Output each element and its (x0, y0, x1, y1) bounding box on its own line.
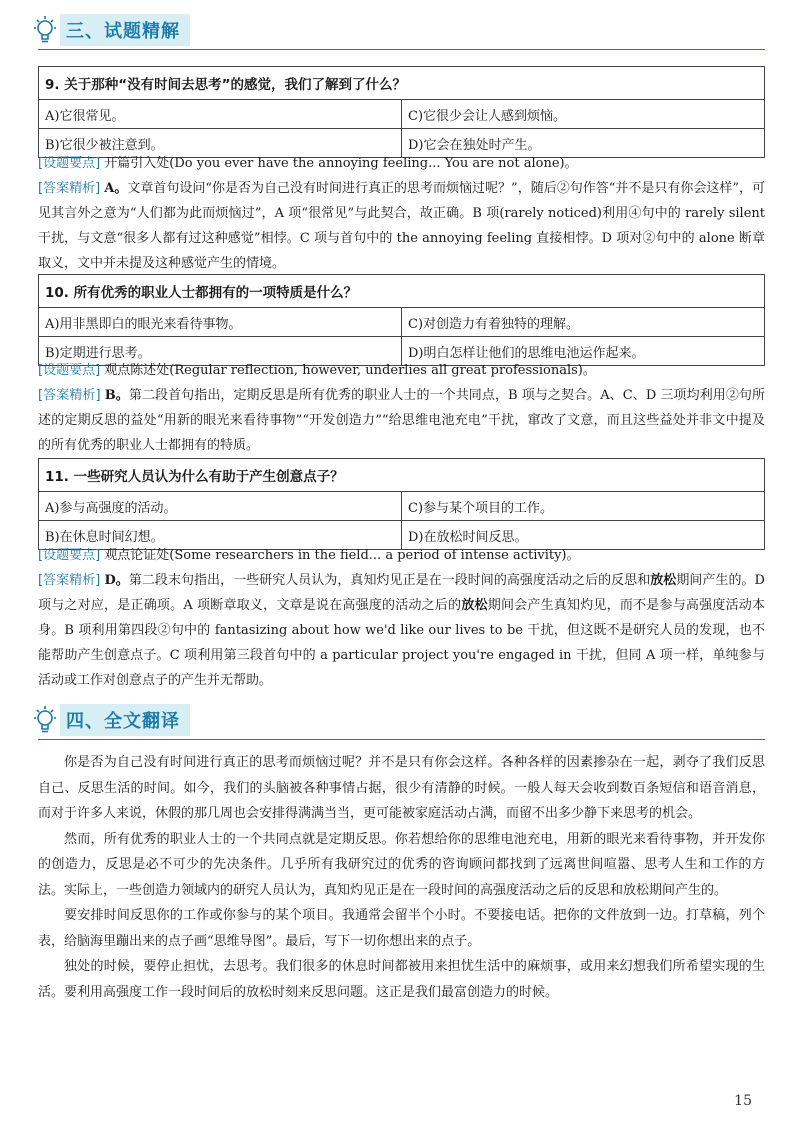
design-point-text: 开篇引入处(Do you ever have the annoying feeling... You are not alone)。 (104, 156, 578, 171)
question-stem: 10. 所有优秀的职业人士都拥有的一项特质是什么？ (39, 275, 765, 308)
section-title: 三、试题精解 (60, 14, 190, 46)
analysis-text-mid: 期间产生的。D 项与之对应，是正确项。A 项断章取义，文章是说在高强度的活动之后的 (38, 573, 765, 613)
question-table-11 (38, 458, 765, 550)
question-table-9 (38, 66, 765, 158)
question-stem: 11. 一些研究人员认为什么有助于产生创意点子？ (39, 459, 765, 492)
design-point-tag: [设题要点] (38, 363, 101, 378)
design-point (38, 151, 765, 176)
analysis-text: 第二段首句指出，定期反思是所有优秀的职业人士的一个共同点，B 项与之契合。A、C、D 三项均利用②句所述的定期反思的益处“用新的眼光来看待事物”“开发创造力”“给思维电池充电”干扰，窜改了文意，而且这些益处并非文中提及的所有优秀的职业人士都拥有的特质。 (38, 388, 765, 453)
analysis-tag: [答案精析] (38, 388, 101, 403)
analysis-tag: [答案精析] (38, 573, 101, 588)
answer-analysis (38, 568, 765, 693)
translation-paragraph: 独处的时候，要停止担忧，去思考。我们很多的休息时间都被用来担忧生活中的麻烦事，或用来幻想我们所希望实现的生活。要利用高强度工作一段时间后的放松时刻来反思问题。这正是我们最富创造力的时候。 (38, 959, 765, 1000)
design-point-tag: [设题要点] (38, 156, 101, 171)
emphasis-word: 放松 (461, 598, 488, 613)
question-table-10 (38, 274, 765, 366)
lightbulb-icon (30, 14, 60, 46)
answer-letter: A。 (104, 181, 128, 196)
option-a: A)它很常见。 (39, 100, 402, 129)
q11-explanation (38, 543, 765, 693)
analysis-text-post: 期间会产生真知灼见，而不是参与高强度活动本身。B 项利用第四段②句中的 fantasizing about how we'd like our lives to be 干扰，但这既不是研究人员的发现，也不能帮助产生创意点子。C 项利用第三段首句中的 a particular project you're engaged in 干扰，但同 A 项一样，单纯参与活动或工作对创意点子的产生并无帮助。 (38, 598, 765, 688)
section-divider (38, 49, 765, 50)
lightbulb-icon (30, 704, 60, 736)
analysis-text-pre: 第二段末句指出，一些研究人员认为，真知灼见正是在一段时间的高强度活动之后的反思和 (128, 573, 651, 588)
analysis-tag: [答案精析] (38, 181, 101, 196)
option-a: A)参与高强度的活动。 (39, 492, 402, 521)
option-c: C)参与某个项目的工作。 (402, 492, 765, 521)
option-b: B)在休息时间幻想。 (39, 521, 402, 550)
design-point-text: 观点论证处(Some researchers in the field... a period of intense activity)。 (104, 548, 580, 563)
answer-letter: B。 (104, 388, 129, 403)
section-divider (38, 739, 765, 740)
design-point (38, 358, 765, 383)
translation-paragraph: 然而，所有优秀的职业人士的一个共同点就是定期反思。你若想给你的思维电池充电，用新的眼光来看待事物，并开发你的创造力，反思是必不可少的先决条件。几乎所有我研究过的优秀的咨询顾问都找到了远离世间喧嚣、思考人生和工作的方法。实际上，一些创造力领域内的研究人员认为，真知灼见正是在一段时间的高强度活动之后的反思和放松期间产生的。 (38, 831, 765, 898)
design-point-text: 观点陈述处(Regular reflection, however, underlies all great professionals)。 (104, 363, 596, 378)
option-a: A)用非黑即白的眼光来看待事物。 (39, 308, 402, 337)
question-stem: 9. 关于那种“没有时间去思考”的感觉，我们了解到了什么？ (39, 67, 765, 100)
option-d: D)明白怎样让他们的思维电池运作起来。 (402, 337, 765, 366)
full-translation (38, 750, 765, 1005)
section-header-4 (30, 704, 190, 736)
q9-explanation (38, 151, 765, 276)
emphasis-word: 放松 (650, 573, 677, 588)
page-number: 15 (734, 1093, 752, 1109)
option-c: C)对创造力有着独特的理解。 (402, 308, 765, 337)
answer-letter: D。 (104, 573, 129, 588)
answer-analysis (38, 383, 765, 458)
analysis-text: 文章首句设问“你是否为自己没有时间进行真正的思考而烦恼过呢？”，随后②句作答“并不是只有你会这样”，可见其言外之意为“人们都为此而烦恼过”，A 项“很常见”与此契合，故正确。B 项(rarely noticed)利用④句中的 rarely silent 干扰，与文意“很多人都有过这种感觉”相悖。C 项与首句中的 the annoying feeling 直接相悖。D 项对②句中的 alone 断章取义，文中并未提及这种感觉产生的情境。 (38, 181, 765, 271)
option-d: D)它会在独处时产生。 (402, 129, 765, 158)
option-c: C)它很少会让人感到烦恼。 (402, 100, 765, 129)
design-point (38, 543, 765, 568)
translation-paragraph: 要安排时间反思你的工作或你参与的某个项目。我通常会留半个小时。不要接电话。把你的文件放到一边。打草稿，列个表，给脑海里蹦出来的点子画“思维导图”。最后，写下一切你想出来的点子。 (38, 908, 765, 949)
option-b: B)它很少被注意到。 (39, 129, 402, 158)
option-b: B)定期进行思考。 (39, 337, 402, 366)
section-header-3 (30, 14, 190, 46)
translation-paragraph: 你是否为自己没有时间进行真正的思考而烦恼过呢？并不是只有你会这样。各种各样的因素掺杂在一起，剥夺了我们反思自己、反思生活的时间。如今，我们的头脑被各种事情占据，很少有清静的时候。一般人每天会收到数百条短信和语音消息，而对于许多人来说，休假的那几周也会安排得满满当当，更可能被家庭活动占满，而留不出多少静下来思考的机会。 (38, 755, 765, 821)
q10-explanation (38, 358, 765, 458)
option-d: D)在放松时间反思。 (402, 521, 765, 550)
design-point-tag: [设题要点] (38, 548, 101, 563)
section-title: 四、全文翻译 (60, 704, 190, 736)
answer-analysis (38, 176, 765, 276)
